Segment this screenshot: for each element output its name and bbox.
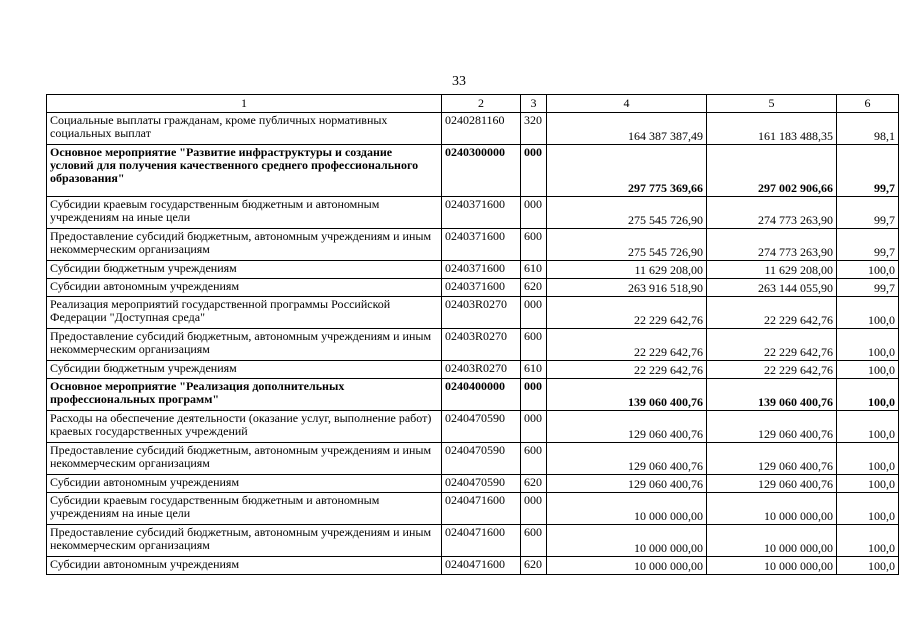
header-col-5: 5 [707,95,837,113]
row-name: Субсидии автономным учреждениям [47,475,442,493]
row-code: 0240471600 [442,493,521,525]
row-value-col5: 22 229 642,76 [707,361,837,379]
row-value-col6: 100,0 [837,493,899,525]
table-row [47,443,899,475]
row-value-col4: 10 000 000,00 [547,525,707,557]
row-code: 0240470590 [442,443,521,475]
row-name: Основное мероприятие "Развитие инфраструктуры и создание условий для получения качественного среднего профессионального образования" [47,145,442,197]
row-expense-type: 610 [521,261,547,279]
header-col-1: 1 [47,95,442,113]
row-name: Предоставление субсидий бюджетным, автономным учреждениям и иным некоммерческим организациям [47,229,442,261]
row-expense-type: 610 [521,361,547,379]
row-value-col4: 22 229 642,76 [547,297,707,329]
row-code: 0240281160 [442,113,521,145]
row-name: Реализация мероприятий государственной программы Российской Федерации "Доступная среда" [47,297,442,329]
row-name: Социальные выплаты гражданам, кроме публичных нормативных социальных выплат [47,113,442,145]
row-name: Основное мероприятие "Реализация дополнительных профессиональных программ" [47,379,442,411]
row-code: 02403R0270 [442,297,521,329]
row-value-col6: 99,7 [837,145,899,197]
row-name: Предоставление субсидий бюджетным, автономным учреждениям и иным некоммерческим организациям [47,443,442,475]
header-col-4: 4 [547,95,707,113]
row-value-col5: 274 773 263,90 [707,229,837,261]
row-expense-type: 620 [521,279,547,297]
table-row [47,525,899,557]
row-name: Субсидии автономным учреждениям [47,279,442,297]
row-expense-type: 600 [521,443,547,475]
row-name: Субсидии автономным учреждениям [47,557,442,575]
row-expense-type: 620 [521,557,547,575]
row-value-col5: 129 060 400,76 [707,443,837,475]
row-code: 0240471600 [442,525,521,557]
row-value-col6: 100,0 [837,361,899,379]
row-value-col4: 297 775 369,66 [547,145,707,197]
row-value-col6: 100,0 [837,329,899,361]
row-expense-type: 000 [521,297,547,329]
row-value-col6: 100,0 [837,297,899,329]
page-number: 33 [452,74,466,89]
row-expense-type: 000 [521,493,547,525]
table-body [47,113,899,575]
row-name: Расходы на обеспечение деятельности (оказание услуг, выполнение работ) краевых государственных учреждений [47,411,442,443]
row-expense-type: 320 [521,113,547,145]
table-row [47,261,899,279]
row-value-col6: 100,0 [837,411,899,443]
row-expense-type: 000 [521,379,547,411]
row-code: 0240471600 [442,557,521,575]
row-value-col5: 129 060 400,76 [707,411,837,443]
row-name: Субсидии бюджетным учреждениям [47,261,442,279]
row-value-col6: 99,7 [837,229,899,261]
row-code: 0240470590 [442,475,521,493]
table-row [47,279,899,297]
table-row [47,361,899,379]
row-value-col4: 129 060 400,76 [547,411,707,443]
row-value-col6: 100,0 [837,475,899,493]
row-value-col4: 164 387 387,49 [547,113,707,145]
row-code: 0240300000 [442,145,521,197]
row-name: Предоставление субсидий бюджетным, автономным учреждениям и иным некоммерческим организациям [47,525,442,557]
row-value-col4: 11 629 208,00 [547,261,707,279]
row-value-col5: 129 060 400,76 [707,475,837,493]
row-value-col4: 129 060 400,76 [547,475,707,493]
row-code: 0240371600 [442,197,521,229]
row-value-col4: 22 229 642,76 [547,361,707,379]
header-col-3: 3 [521,95,547,113]
table-row [47,411,899,443]
row-value-col4: 139 060 400,76 [547,379,707,411]
row-expense-type: 600 [521,525,547,557]
row-value-col6: 99,7 [837,197,899,229]
budget-table [46,94,899,575]
row-name: Субсидии бюджетным учреждениям [47,361,442,379]
row-value-col5: 10 000 000,00 [707,493,837,525]
row-value-col5: 22 229 642,76 [707,297,837,329]
row-value-col6: 100,0 [837,261,899,279]
row-value-col5: 22 229 642,76 [707,329,837,361]
row-value-col4: 10 000 000,00 [547,493,707,525]
table-row [47,113,899,145]
table-row [47,493,899,525]
row-value-col5: 139 060 400,76 [707,379,837,411]
row-value-col4: 275 545 726,90 [547,229,707,261]
row-value-col5: 263 144 055,90 [707,279,837,297]
row-name: Субсидии краевым государственным бюджетным и автономным учреждениям на иные цели [47,493,442,525]
row-code: 0240371600 [442,261,521,279]
table-header-row [47,95,899,113]
row-value-col6: 98,1 [837,113,899,145]
row-code: 0240470590 [442,411,521,443]
row-value-col5: 161 183 488,35 [707,113,837,145]
row-value-col4: 263 916 518,90 [547,279,707,297]
table-row [47,379,899,411]
row-value-col5: 11 629 208,00 [707,261,837,279]
row-expense-type: 000 [521,145,547,197]
row-value-col4: 129 060 400,76 [547,443,707,475]
table-row [47,297,899,329]
row-value-col4: 22 229 642,76 [547,329,707,361]
row-code: 02403R0270 [442,361,521,379]
row-code: 02403R0270 [442,329,521,361]
table-row [47,475,899,493]
row-value-col4: 10 000 000,00 [547,557,707,575]
row-expense-type: 600 [521,229,547,261]
table-row [47,229,899,261]
table-row [47,145,899,197]
row-expense-type: 000 [521,197,547,229]
table-row [47,329,899,361]
header-col-2: 2 [442,95,521,113]
row-value-col6: 100,0 [837,443,899,475]
row-value-col5: 274 773 263,90 [707,197,837,229]
row-name: Субсидии краевым государственным бюджетным и автономным учреждениям на иные цели [47,197,442,229]
row-value-col6: 99,7 [837,279,899,297]
row-expense-type: 620 [521,475,547,493]
row-code: 0240400000 [442,379,521,411]
row-code: 0240371600 [442,279,521,297]
row-value-col6: 100,0 [837,557,899,575]
row-value-col4: 275 545 726,90 [547,197,707,229]
row-value-col6: 100,0 [837,525,899,557]
header-col-6: 6 [837,95,899,113]
row-value-col6: 100,0 [837,379,899,411]
row-expense-type: 600 [521,329,547,361]
row-expense-type: 000 [521,411,547,443]
row-value-col5: 10 000 000,00 [707,525,837,557]
table-row [47,557,899,575]
row-code: 0240371600 [442,229,521,261]
row-value-col5: 297 002 906,66 [707,145,837,197]
table-row [47,197,899,229]
row-value-col5: 10 000 000,00 [707,557,837,575]
row-name: Предоставление субсидий бюджетным, автономным учреждениям и иным некоммерческим организациям [47,329,442,361]
